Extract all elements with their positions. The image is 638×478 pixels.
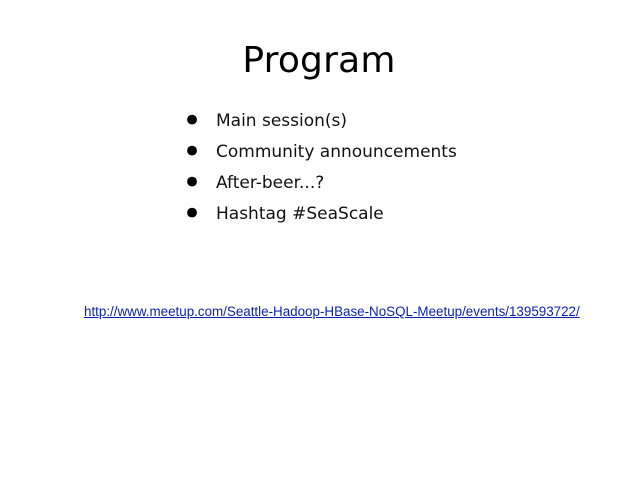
bullet-item-after-beer <box>178 163 457 203</box>
bullet-list <box>178 101 457 234</box>
bullet-marker: • <box>182 194 203 234</box>
bullet-item-community-announcements <box>178 132 457 172</box>
bullet-item-main-session <box>178 101 457 141</box>
bullet-text: Community announcements <box>216 142 457 162</box>
slide-title: Program <box>242 40 396 81</box>
meetup-event-link[interactable]: http://www.meetup.com/Seattle-Hadoop-HBase-NoSQL-Meetup/events/139593722/ <box>84 304 580 319</box>
bullet-marker: • <box>182 101 203 141</box>
bullet-marker: • <box>182 132 203 172</box>
bullet-item-hashtag <box>178 194 457 234</box>
bullet-text: After-beer...? <box>216 173 325 193</box>
bullet-text: Hashtag #SeaScale <box>216 204 384 224</box>
bullet-text: Main session(s) <box>216 111 348 131</box>
bullet-marker: • <box>182 163 203 203</box>
